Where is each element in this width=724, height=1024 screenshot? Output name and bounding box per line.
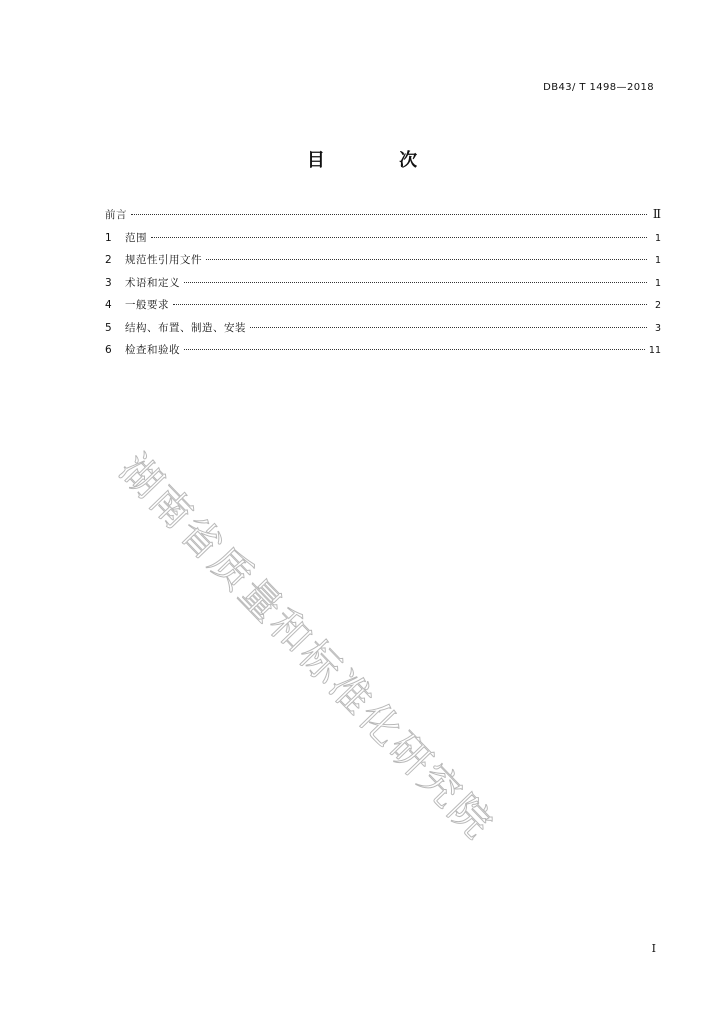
toc-number: 2 (105, 254, 112, 266)
toc-label: 前言 (105, 209, 127, 221)
toc-entry-terms-definitions[interactable] (105, 275, 661, 298)
toc-page-number: Ⅱ (652, 207, 661, 221)
toc-number: 1 (105, 231, 112, 244)
toc-page-number: 1 (654, 277, 661, 289)
toc-label: 一般要求 (125, 299, 169, 311)
footer-page-number: I (651, 942, 656, 955)
toc-page-number: 1 (654, 255, 661, 266)
toc-entry-structure-installation[interactable] (105, 320, 661, 343)
toc-list (105, 207, 661, 365)
toc-entry-normative-references[interactable] (105, 252, 661, 275)
toc-entry-general-requirements[interactable] (105, 297, 661, 320)
toc-leader-dots (206, 259, 647, 260)
toc-leader-dots (184, 349, 645, 350)
watermark: 湖南省质量和标准化研究院 (110, 446, 502, 850)
page-title: 目 次 (306, 150, 452, 171)
toc-leader-dots (131, 214, 647, 215)
toc-label: 术语和定义 (125, 276, 180, 289)
toc-entry-preface[interactable] (105, 207, 661, 230)
toc-leader-dots (173, 304, 647, 305)
toc-label: 检查和验收 (125, 344, 180, 356)
toc-label: 范围 (125, 231, 147, 244)
toc-label: 结构、布置、制造、安装 (125, 321, 246, 334)
toc-leader-dots (184, 282, 647, 283)
toc-page-number: 2 (654, 300, 661, 311)
toc-entry-inspection-acceptance[interactable] (105, 342, 661, 365)
toc-page-number: 1 (654, 232, 661, 244)
toc-leader-dots (151, 237, 647, 238)
standard-code: DB43/ T 1498—2018 (543, 82, 654, 93)
toc-number: 6 (105, 344, 112, 356)
toc-entry-scope[interactable] (105, 230, 661, 253)
toc-leader-dots (250, 327, 647, 328)
toc-number: 3 (105, 276, 112, 289)
toc-page-number: 11 (648, 345, 661, 356)
toc-number: 5 (105, 321, 112, 334)
toc-number: 4 (105, 299, 112, 311)
toc-label: 规范性引用文件 (125, 254, 202, 266)
toc-page-number: 3 (654, 322, 661, 334)
